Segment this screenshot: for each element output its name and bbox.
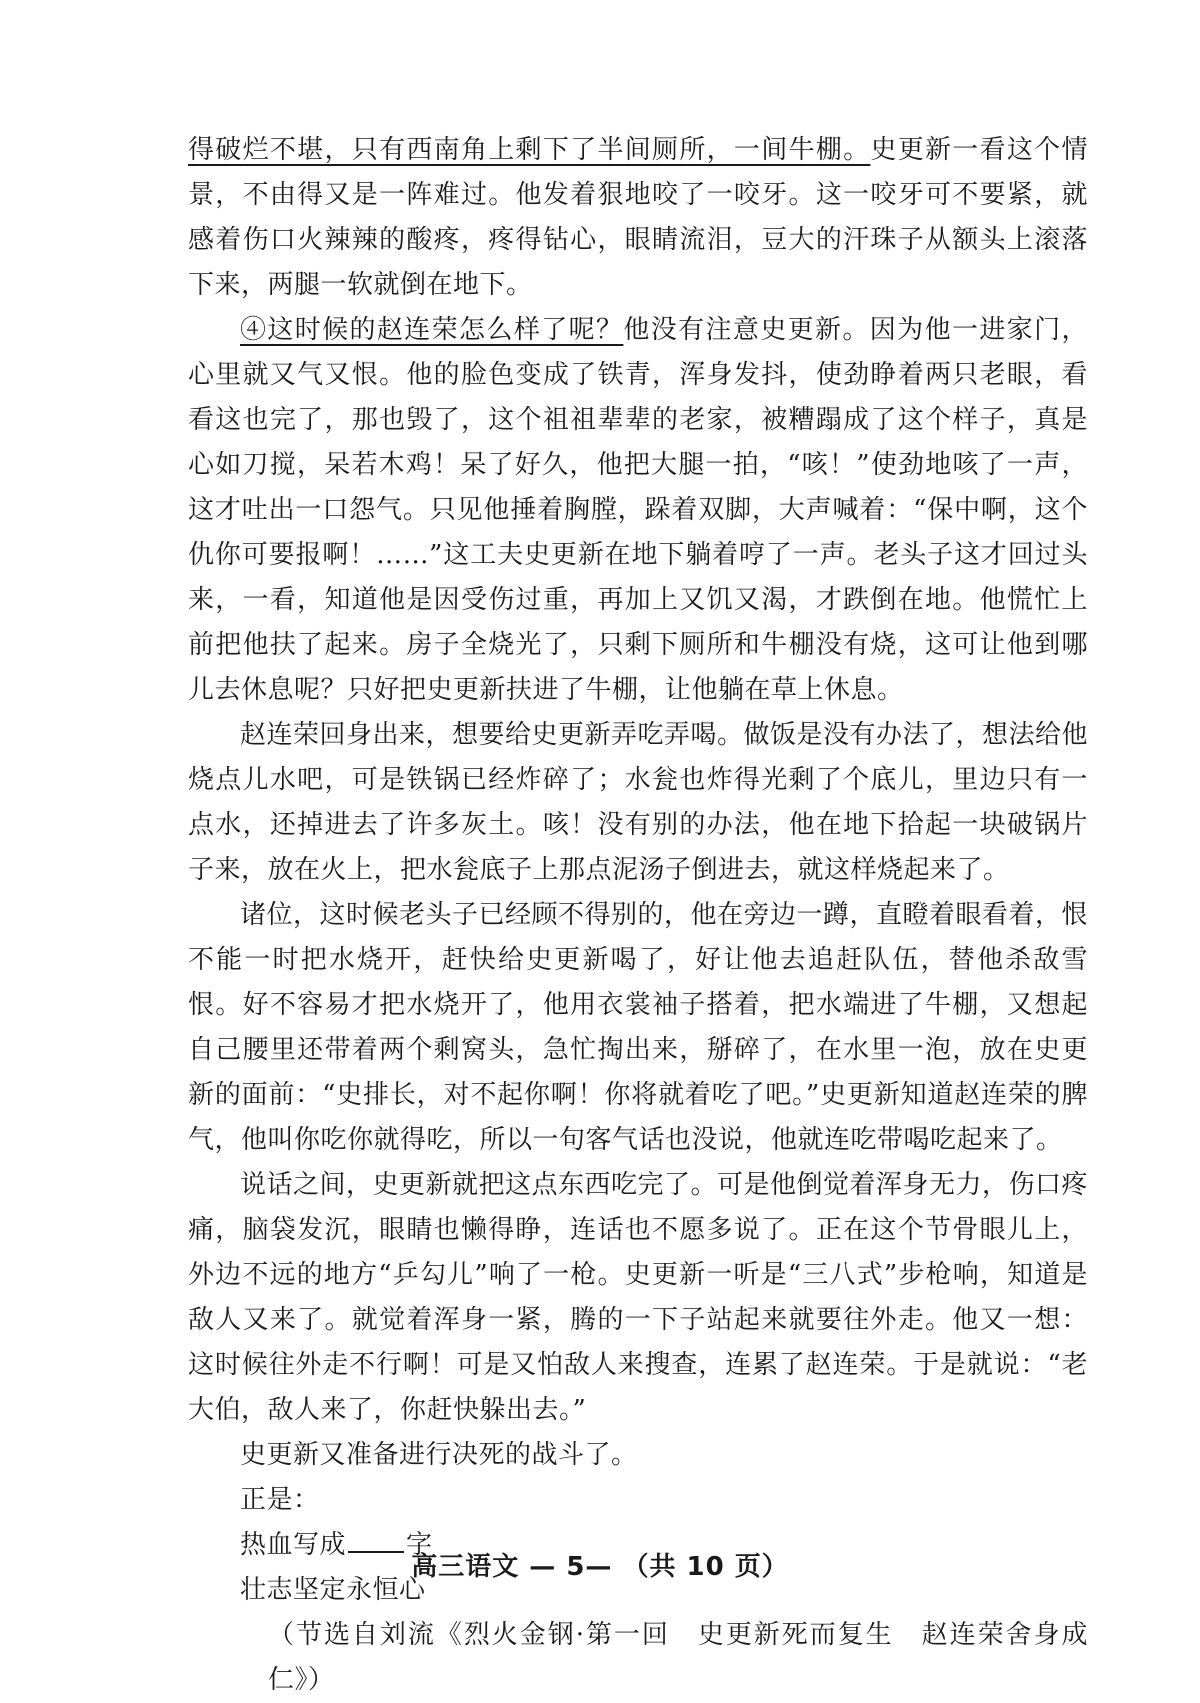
poem-line-1-end: 字 <box>406 1530 433 1560</box>
poem-intro: 正是： <box>240 1485 320 1515</box>
paragraph-2 <box>188 308 1088 713</box>
source-citation: （节选自刘流《烈火金钢·第一回 史更新死而复生 赵连荣舍身成仁》） <box>268 1620 1088 1695</box>
paragraph-1 <box>188 128 1088 308</box>
paragraph-2-rest: 他没有注意史更新。因为他一进家门，心里就又气又恨。他的脸色变成了铁青，浑身发抖，使劲睁着两只老眼，看看这也完了，那也毁了，这个祖祖辈辈的老家，被糟蹋成了这个样子，真是心如刀搅，呆若木鸡！呆了好久，他把大腿一拍，“咳！”使劲地咳了一声，这才吐出一口怨气。只见他捶着胸膛，跺着双脚，大声喊着：“保中啊，这个仇你可要报啊！……”这工夫史更新在地下躺着哼了一声。老头子这才回过头来，一看，知道他是因受伤过重，再加上又饥又渴，才跌倒在地。他慌忙上前把他扶了起来。房子全烧光了，只剩下厕所和牛棚没有烧，这可让他到哪儿去休息呢？只好把史更新扶进了牛棚，让他躺在草上休息。 <box>188 315 1088 705</box>
paragraph-5: 说话之间，史更新就把这点东西吃完了。可是他倒觉着浑身无力，伤口疼痛，脑袋发沉，眼睛也懒得睁，连话也不愿多说了。正在这个节骨眼儿上，外边不远的地方“乒勾儿”响了一枪。史更新一听是“三八式”步枪响，知道是敌人又来了。就觉着浑身一紧，腾的一下子站起来就要往外走。他又一想：这时候往外走不行啊！可是又怕敌人来搜查，连累了赵连荣。于是就说：“老大伯，敌人来了，你赶快躲出去。” <box>188 1170 1089 1425</box>
paragraph-1-rest: 史更新一看这个情景，不由得又是一阵难过。他发着狠地咬了一咬牙。这一咬牙可不要紧，就感着伤口火辣辣的酸疼，疼得钻心，眼睛流泪，豆大的汗珠子从额头上滚落下来，两腿一软就倒在地下。 <box>188 135 1088 300</box>
paragraph-6: 史更新又准备进行决死的战斗了。 <box>240 1440 638 1470</box>
underlined-question-4: ④这时候的赵连荣怎么样了呢？ <box>240 315 624 345</box>
passage-text <box>188 128 1088 1703</box>
paragraph-3: 赵连荣回身出来，想要给史更新弄吃弄喝。做饭是没有办法了，想法给他烧点儿水吧，可是铁锅已经炸碎了；水瓮也炸得光剩了个底儿，里边只有一点水，还掉进去了许多灰土。咳！没有别的办法，他在地下拾起一块破锅片子来，放在火上，把水瓮底子上那点泥汤子倒进去，就这样烧起来了。 <box>188 720 1089 885</box>
underlined-sentence-1: 得破烂不堪，只有西南角上剩下了半间厕所，一间牛棚。 <box>188 135 871 165</box>
poem-line-2: 壮志坚定永恒心 <box>240 1575 426 1605</box>
page-footer: 高三语文 — 5— （共 10 页） <box>411 1552 789 1582</box>
poem-line-1-start: 热血写成 <box>240 1530 347 1560</box>
paragraph-4: 诸位，这时候老头子已经顾不得别的，他在旁边一蹲，直瞪着眼看着，恨不能一时把水烧开，赶快给史更新喝了，好让他去追赶队伍，替他杀敌雪恨。好不容易才把水烧开了，他用衣裳袖子搭着，把水端进了牛棚，又想起自己腰里还带着两个剩窝头，急忙掏出来，掰碎了，在水里一泡，放在史更新的面前：“史排长，对不起你啊！你将就着吃了吧。”史更新知道赵连荣的脾气，他叫你吃你就得吃，所以一句客气话也没说，他就连吃带喝吃起来了。 <box>188 900 1089 1155</box>
